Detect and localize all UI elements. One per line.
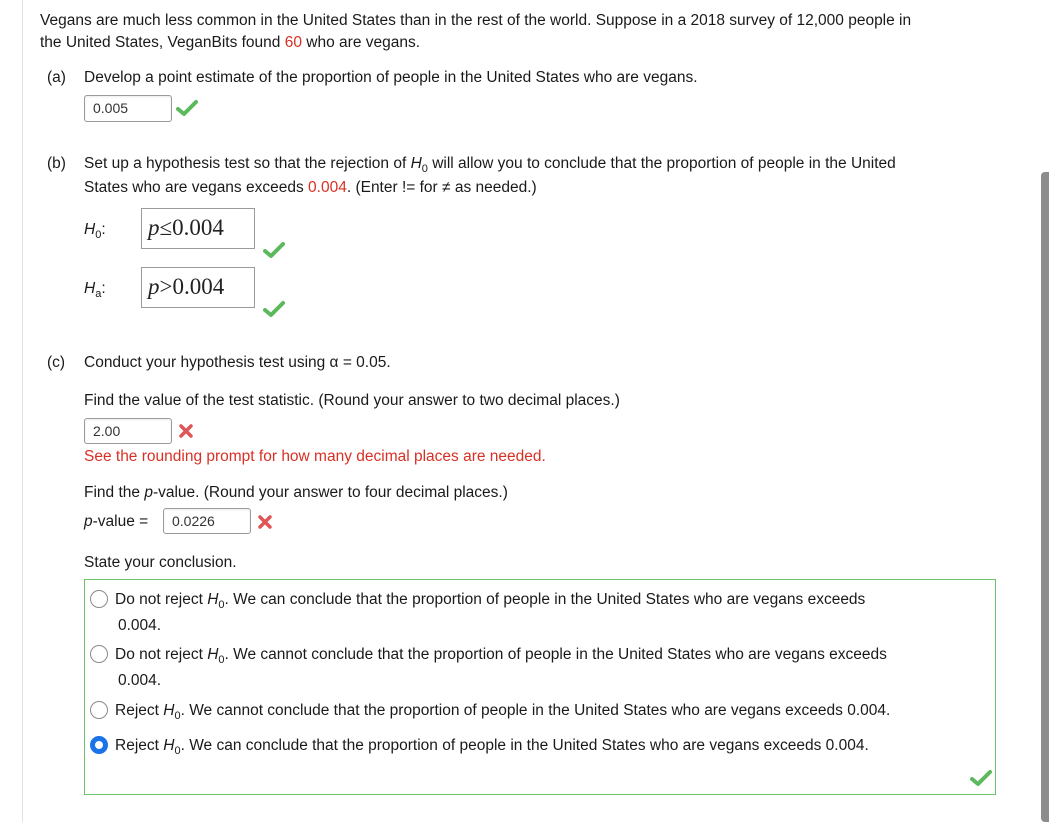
alternative-hypothesis-input[interactable] [141, 267, 255, 308]
pvalue-label [84, 511, 148, 532]
ha-colon: : [101, 280, 106, 297]
choice-1-text: Do not reject [115, 591, 208, 608]
ha-operator: > [159, 274, 173, 299]
checkmark-icon [263, 300, 285, 318]
choice-3-text: Reject [115, 702, 164, 719]
choice-1-text-end: . We can conclude that the proportion of people in the United States who are vegans exceeds [224, 591, 866, 608]
pvalue-question [84, 482, 508, 503]
choice-2-sub: 0 [218, 654, 225, 666]
x-mark-icon [257, 514, 273, 530]
pvalue-q-text: Find the [84, 484, 145, 501]
left-divider [22, 0, 23, 822]
h0-colon: : [101, 221, 106, 238]
h0-letter: H [84, 221, 96, 238]
choice-2-radio[interactable] [90, 645, 108, 663]
h0-variable: p [148, 215, 160, 240]
choice-4-text: Reject [115, 737, 164, 754]
intro-line-2 [40, 32, 420, 53]
choice-1-label[interactable] [115, 589, 865, 616]
choice-3-h: H [163, 702, 175, 719]
choice-4-radio-selected[interactable] [90, 736, 108, 754]
pvalue-label-text: -value = [92, 513, 149, 530]
ha-label [84, 280, 106, 300]
checkmark-icon [970, 769, 992, 787]
test-statistic-input[interactable]: 2.00 [84, 418, 172, 444]
part-b-label: (b) [47, 155, 66, 172]
choice-2-text-end: . We cannot conclude that the proportion of people in the United States who are vegans exceeds [224, 646, 887, 663]
pvalue-label-p: p [84, 513, 93, 530]
choice-4-text-end: . We can conclude that the proportion of people in the United States who are vegans exceeds 0.004. [180, 737, 869, 754]
part-b-text-end: will allow you to conclude that the proportion of people in the United [427, 155, 896, 172]
choice-1-h: H [207, 591, 219, 608]
choice-2-label[interactable] [115, 644, 887, 671]
point-estimate-input[interactable]: 0.005 [84, 95, 172, 122]
ha-letter: H [84, 280, 96, 297]
h0-operator: ≤ [159, 215, 173, 240]
x-mark-icon [178, 423, 194, 439]
choice-3-label[interactable] [115, 700, 890, 727]
part-a-label: (a) [47, 69, 66, 86]
checkmark-icon [176, 99, 198, 117]
h0-subscript: 0 [421, 163, 428, 175]
ha-value: 0.004 [172, 274, 225, 299]
pvalue-input[interactable]: 0.0226 [163, 508, 251, 534]
scrollbar[interactable] [1041, 172, 1049, 822]
choice-4-h: H [163, 737, 175, 754]
hypothesis-value-highlight: 0.004 [308, 179, 347, 196]
h0-symbol: H [410, 155, 422, 172]
checkmark-icon [263, 241, 285, 259]
part-a-question: Develop a point estimate of the proportion of people in the United States who are vegans. [84, 69, 698, 86]
choice-3-radio[interactable] [90, 701, 108, 719]
test-statistic-question: Find the value of the test statistic. (Round your answer to two decimal places.) [84, 392, 620, 409]
conclusion-question: State your conclusion. [84, 554, 237, 571]
choice-3-text-end: . We cannot conclude that the proportion of people in the United States who are vegans exceeds 0.004. [180, 702, 891, 719]
h0-value: 0.004 [172, 215, 224, 240]
choice-1-line-2: 0.004. [118, 617, 162, 634]
ha-label-sub: a [95, 288, 102, 300]
pvalue-q-p: p [144, 484, 153, 501]
part-c-conduct: Conduct your hypothesis test using α = 0.05. [84, 354, 391, 371]
intro-line-1: Vegans are much less common in the United States than in the rest of the world. Suppose in a 2018 survey of 12,000 people in [40, 12, 912, 29]
intro-highlight-number: 60 [284, 34, 302, 51]
choice-4-label[interactable] [115, 735, 869, 762]
h0-label-sub: 0 [95, 229, 102, 241]
choice-2-h: H [207, 646, 219, 663]
part-b-question-line-2 [84, 177, 537, 198]
part-b-text-2-end: . (Enter != for ≠ as needed.) [346, 179, 537, 196]
part-b-text: Set up a hypothesis test so that the rejection of [84, 155, 411, 172]
choice-1-radio[interactable] [90, 590, 108, 608]
ha-variable: p [148, 274, 160, 299]
intro-text-end: who are vegans. [301, 34, 421, 51]
choice-4-sub: 0 [174, 745, 181, 757]
part-b-text-2: States who are vegans exceeds [84, 179, 309, 196]
null-hypothesis-input[interactable] [141, 208, 255, 249]
part-b-question-line-1 [84, 153, 896, 180]
h0-label [84, 221, 106, 241]
part-c-label: (c) [47, 354, 66, 371]
choice-2-line-2: 0.004. [118, 672, 162, 689]
choice-1-sub: 0 [218, 599, 225, 611]
choice-3-sub: 0 [174, 710, 181, 722]
choice-2-text: Do not reject [115, 646, 208, 663]
pvalue-q-text-end: -value. (Round your answer to four decimal places.) [152, 484, 508, 501]
rounding-error-message: See the rounding prompt for how many decimal places are needed. [84, 448, 546, 465]
intro-text: the United States, VeganBits found [40, 34, 285, 51]
